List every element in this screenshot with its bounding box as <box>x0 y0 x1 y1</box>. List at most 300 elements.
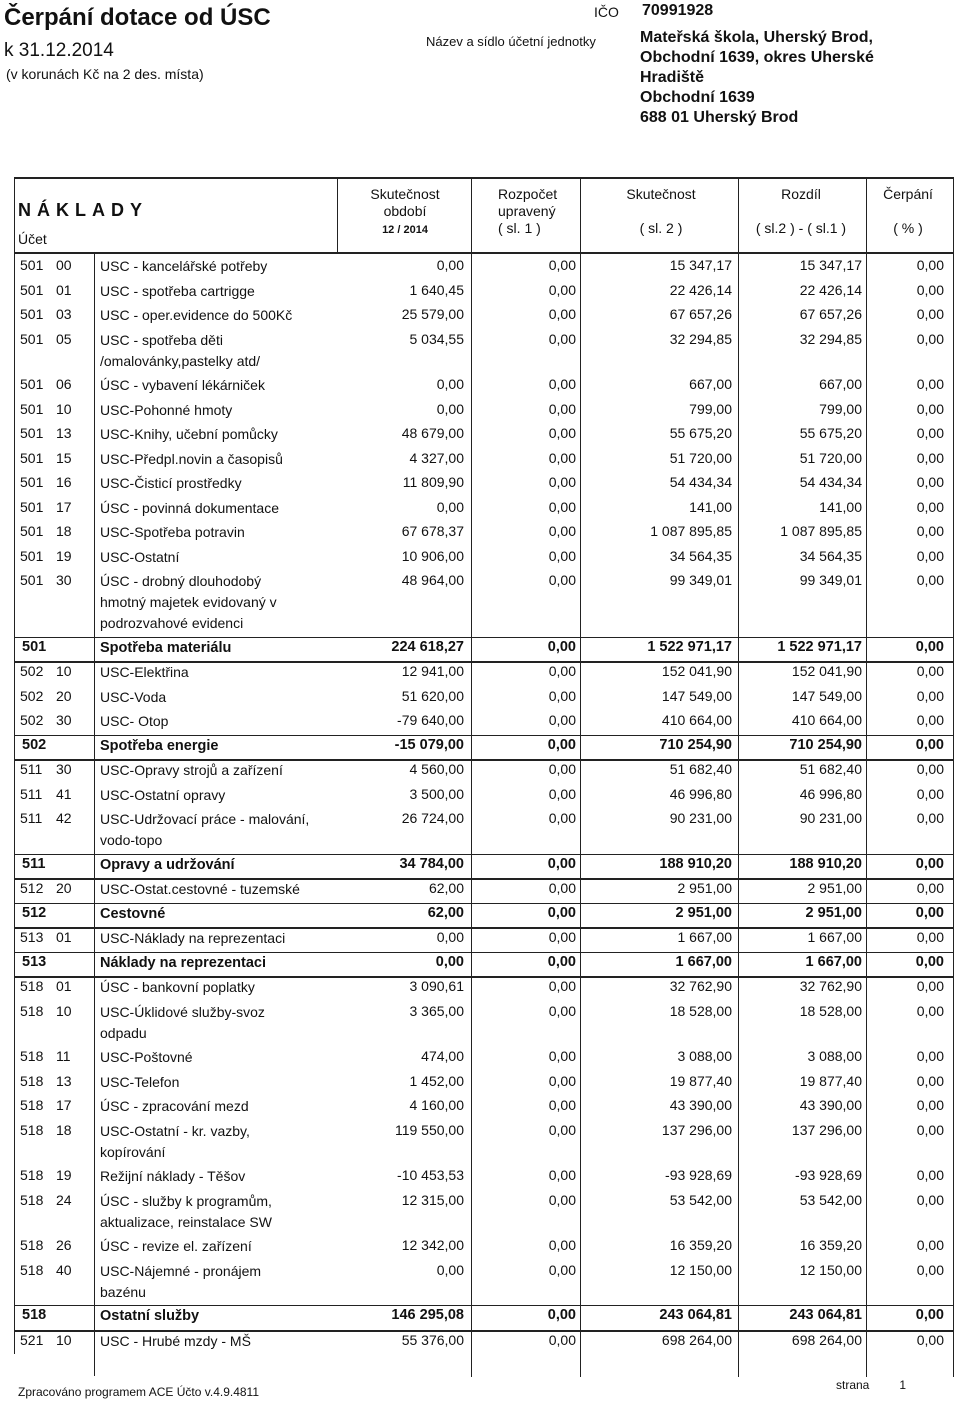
sub-account-number: 20 <box>56 880 72 896</box>
budget-value: 0,00 <box>548 687 576 704</box>
table-row <box>0 1097 960 1122</box>
organization-address <box>640 28 874 128</box>
sub-account-number: 11 <box>56 1048 71 1064</box>
sub-account-number: 19 <box>56 547 72 564</box>
actual-value: -93 928,69 <box>665 1167 732 1183</box>
drawdown-percent: 0,00 <box>916 306 944 322</box>
sub-account-number: 01 <box>56 978 72 994</box>
org-line: 688 01 Uherský Brod <box>640 109 799 126</box>
actual-period-value: 62,00 <box>427 904 464 921</box>
drawdown-percent: 0,00 <box>916 929 944 945</box>
difference-value: 147 549,00 <box>791 687 862 704</box>
description-line: ÚSC - drobný dlouhodobý <box>100 573 262 589</box>
actual-value: 698 264,00 <box>661 1331 732 1348</box>
sub-account-number: 13 <box>56 425 72 441</box>
difference-value: 34 564,35 <box>799 547 862 564</box>
table-row <box>0 401 960 426</box>
difference-value: 16 359,20 <box>799 1237 862 1253</box>
report-date: k 31.12.2014 <box>4 40 114 61</box>
actual-value: 90 231,00 <box>669 810 732 826</box>
budget-value: 0,00 <box>547 953 576 970</box>
account-number: 501 <box>20 281 44 298</box>
table-row <box>0 761 960 786</box>
account-number: 501 <box>20 306 44 322</box>
account-number: 511 <box>20 761 43 777</box>
difference-value: 152 041,90 <box>791 663 862 679</box>
budget-value: 0,00 <box>548 929 576 945</box>
table-row <box>0 572 960 639</box>
drawdown-percent: 0,00 <box>916 474 944 490</box>
sub-account-number: 30 <box>56 761 72 777</box>
sub-account-number: 17 <box>56 498 72 515</box>
budget-value: 0,00 <box>548 1121 576 1138</box>
actual-value: 51 682,40 <box>669 761 732 777</box>
actual-period-value: 5 034,55 <box>409 330 464 347</box>
sub-account-number: 42 <box>56 810 72 826</box>
budget-value: 0,00 <box>548 761 576 777</box>
sub-account-number: 24 <box>56 1191 72 1208</box>
difference-value: 667,00 <box>819 376 862 392</box>
actual-period-value: -10 453,53 <box>397 1167 464 1183</box>
account-number: 518 <box>20 1072 44 1089</box>
description-line: USC-Úklidové služby-svoz <box>100 1003 265 1020</box>
actual-period-value: 12 342,00 <box>401 1237 464 1253</box>
table-total-row <box>0 905 960 930</box>
actual-period-value: 25 579,00 <box>401 306 464 322</box>
actual-period-value: 146 295,08 <box>391 1307 464 1323</box>
section-title: NÁKLADY <box>18 200 148 220</box>
actual-period-value: 119 550,00 <box>394 1121 464 1138</box>
description-line: ÚSC - povinná dokumentace <box>100 499 279 516</box>
drawdown-percent: 0,00 <box>916 712 944 728</box>
account-number: 512 <box>20 880 44 896</box>
sub-account-number: 16 <box>56 474 72 490</box>
account-number: 502 <box>20 712 44 728</box>
table-row <box>0 282 960 307</box>
difference-value: 99 349,01 <box>799 572 862 588</box>
drawdown-percent: 0,00 <box>916 663 944 679</box>
description-line: Náklady na reprezentaci <box>100 954 267 971</box>
drawdown-percent: 0,00 <box>916 687 944 704</box>
description-line: USC-Ostatní opravy <box>100 786 226 803</box>
difference-value: 141,00 <box>819 498 862 515</box>
description-line: USC - kancelářské potřeby <box>100 258 268 274</box>
actual-value: 54 434,34 <box>669 474 732 490</box>
drawdown-percent: 0,00 <box>915 953 944 970</box>
actual-period-value: 0,00 <box>436 376 464 392</box>
sub-account-number: 41 <box>56 785 72 802</box>
actual-period-value: 4 160,00 <box>409 1097 464 1113</box>
description-line: USC - spotřeba děti <box>100 331 223 348</box>
sub-account-number: 13 <box>56 1072 72 1089</box>
actual-period-value: 10 906,00 <box>401 547 464 564</box>
drawdown-percent: 0,00 <box>916 785 944 802</box>
description-line: USC - oper.evidence do 500Kč <box>100 307 293 323</box>
units-note: (v korunách Kč na 2 des. místa) <box>6 66 204 82</box>
budget-value: 0,00 <box>548 547 576 564</box>
budget-value: 0,00 <box>547 855 576 872</box>
page-label: strana <box>836 1378 870 1392</box>
budget-value: 0,00 <box>548 880 576 896</box>
sub-account-number: 10 <box>56 400 72 417</box>
difference-value: 55 675,20 <box>799 425 862 441</box>
actual-period-value: 48 679,00 <box>401 425 464 441</box>
budget-value: 0,00 <box>548 474 576 490</box>
difference-value: 43 390,00 <box>799 1097 862 1113</box>
org-line: Obchodní 1639 <box>640 89 755 106</box>
actual-period-value: 1 640,45 <box>409 281 464 298</box>
difference-value: 51 720,00 <box>799 449 862 466</box>
actual-value: 16 359,20 <box>669 1237 732 1253</box>
actual-period-value: 26 724,00 <box>401 810 464 826</box>
table-row <box>0 257 960 282</box>
account-number: 518 <box>20 1191 44 1208</box>
drawdown-percent: 0,00 <box>916 1167 944 1183</box>
difference-value: 18 528,00 <box>799 1002 862 1019</box>
drawdown-percent: 0,00 <box>916 1237 944 1253</box>
drawdown-percent: 0,00 <box>916 880 944 896</box>
actual-value: 152 041,90 <box>661 663 732 679</box>
footer-program-note: Zpracováno programem ACE Účto v.4.9.4811 <box>18 1385 260 1399</box>
actual-value: 46 996,80 <box>669 785 732 802</box>
table-total-row <box>0 954 960 979</box>
account-number: 502 <box>20 687 44 704</box>
sub-account-number: 05 <box>56 330 72 347</box>
account-number: 501 <box>20 572 44 588</box>
difference-value: 90 231,00 <box>799 810 862 826</box>
actual-value: 1 522 971,17 <box>647 638 732 655</box>
description-line: ÚSC - zpracování mezd <box>100 1098 249 1114</box>
account-number: 511 <box>22 855 46 872</box>
actual-period-value: 474,00 <box>421 1048 464 1064</box>
actual-period-value: 51 620,00 <box>401 687 464 704</box>
difference-value: 188 910,20 <box>789 855 862 872</box>
table-row <box>0 523 960 548</box>
budget-value: 0,00 <box>548 523 576 539</box>
actual-period-value: 1 452,00 <box>409 1072 464 1089</box>
description-line: USC-Nájemné - pronájem <box>100 1262 262 1279</box>
budget-value: 0,00 <box>548 425 576 441</box>
table-row <box>0 1192 960 1238</box>
budget-value: 0,00 <box>548 1072 576 1089</box>
ico-label: IČO <box>594 4 619 20</box>
account-number: 501 <box>20 425 44 441</box>
description-line: Spotřeba materiálu <box>100 639 232 656</box>
budget-value: 0,00 <box>548 572 576 588</box>
drawdown-percent: 0,00 <box>915 1307 944 1323</box>
difference-value: 19 877,40 <box>799 1072 862 1089</box>
budget-value: 0,00 <box>548 978 576 994</box>
account-number: 518 <box>20 1237 44 1253</box>
table-row <box>0 450 960 475</box>
account-number: 513 <box>22 953 47 970</box>
actual-period-value: 3 365,00 <box>409 1002 464 1019</box>
actual-period-value: 4 327,00 <box>409 449 464 466</box>
actual-value: 99 349,01 <box>669 572 732 588</box>
account-number: 521 <box>20 1331 44 1348</box>
drawdown-percent: 0,00 <box>916 978 944 994</box>
actual-value: 710 254,90 <box>659 736 732 753</box>
actual-period-value: 3 090,61 <box>409 978 464 994</box>
table-row <box>0 306 960 331</box>
actual-period-value: 12 315,00 <box>401 1191 464 1208</box>
actual-value: 1 087 895,85 <box>650 523 732 539</box>
sub-account-number: 06 <box>56 376 72 392</box>
actual-value: 1 667,00 <box>675 953 732 970</box>
description-line: USC-Udržovací práce - malování, <box>100 811 310 827</box>
difference-value: 46 996,80 <box>799 785 862 802</box>
budget-value: 0,00 <box>548 1002 576 1019</box>
table-row <box>0 1262 960 1308</box>
difference-value: 137 296,00 <box>791 1121 862 1138</box>
table-total-row <box>0 1307 960 1332</box>
budget-value: 0,00 <box>548 1237 576 1253</box>
ico-value: 70991928 <box>642 2 714 19</box>
description-line: USC-Telefon <box>100 1073 180 1090</box>
difference-value: 67 657,26 <box>799 306 862 322</box>
description-line: hmotný majetek evidovaný v <box>100 594 277 610</box>
budget-value: 0,00 <box>547 904 576 921</box>
table-row <box>0 548 960 573</box>
actual-value: 43 390,00 <box>669 1097 732 1113</box>
budget-value: 0,00 <box>548 1261 576 1278</box>
actual-period-value: 4 560,00 <box>409 761 464 777</box>
account-number: 512 <box>22 904 47 921</box>
budget-value: 0,00 <box>548 498 576 515</box>
table-row <box>0 425 960 450</box>
table-row <box>0 499 960 524</box>
table-row <box>0 1332 960 1357</box>
description-line: USC - Hrubé mzdy - MŠ <box>100 1332 251 1349</box>
budget-value: 0,00 <box>548 376 576 392</box>
actual-period-value: 0,00 <box>436 257 464 273</box>
description-line: kopírování <box>100 1143 166 1160</box>
actual-value: 67 657,26 <box>669 306 732 322</box>
difference-value: 698 264,00 <box>791 1331 862 1348</box>
sub-account-number: 40 <box>56 1261 72 1278</box>
table-row <box>0 331 960 377</box>
table-row <box>0 1048 960 1073</box>
drawdown-percent: 0,00 <box>916 400 944 417</box>
actual-value: 137 296,00 <box>661 1121 732 1138</box>
description-line: Opravy a udržování <box>100 856 235 873</box>
difference-value: -93 928,69 <box>795 1167 862 1183</box>
actual-period-value: 11 809,90 <box>402 474 464 490</box>
account-number: 501 <box>20 474 44 490</box>
difference-value: 1 522 971,17 <box>777 638 862 655</box>
description-line: USC-Opravy strojů a zařízení <box>100 762 283 778</box>
sub-account-number: 10 <box>56 663 72 679</box>
budget-value: 0,00 <box>548 1097 576 1113</box>
drawdown-percent: 0,00 <box>916 376 944 392</box>
description-line: Cestovné <box>100 905 166 922</box>
table-row <box>0 1237 960 1262</box>
difference-value: 1 087 895,85 <box>780 523 862 539</box>
account-number: 501 <box>20 376 44 392</box>
difference-value: 22 426,14 <box>799 281 862 298</box>
org-line: Obchodní 1639, okres Uherské <box>640 49 874 66</box>
budget-value: 0,00 <box>548 1191 576 1208</box>
actual-value: 243 064,81 <box>659 1307 732 1323</box>
actual-value: 667,00 <box>689 376 732 392</box>
account-number: 518 <box>20 1048 44 1064</box>
account-number: 502 <box>20 663 44 679</box>
drawdown-percent: 0,00 <box>916 281 944 298</box>
org-line: Mateřská škola, Uherský Brod, <box>640 29 873 46</box>
table-row <box>0 1122 960 1168</box>
drawdown-percent: 0,00 <box>916 330 944 347</box>
account-number: 518 <box>20 1167 44 1183</box>
column-header-budget: Rozpočet upravený ( sl. 1 ) <box>498 186 558 236</box>
header-divider <box>337 177 338 254</box>
account-number: 501 <box>20 547 44 564</box>
account-number: 502 <box>22 736 47 753</box>
description-line: USC-Pohonné hmoty <box>100 401 233 418</box>
actual-value: 141,00 <box>689 498 732 515</box>
account-number: 518 <box>20 1097 44 1113</box>
actual-value: 22 426,14 <box>669 281 732 298</box>
drawdown-percent: 0,00 <box>916 761 944 777</box>
difference-value: 51 682,40 <box>799 761 862 777</box>
description-line: /omalovánky,pastelky atd/ <box>100 352 261 369</box>
account-number: 501 <box>20 400 44 417</box>
account-number: 501 <box>22 638 47 655</box>
budget-value: 0,00 <box>548 1167 576 1183</box>
sub-account-number: 01 <box>56 929 72 945</box>
account-column-label: Účet <box>18 231 47 247</box>
actual-period-value: 224 618,27 <box>391 638 464 655</box>
drawdown-percent: 0,00 <box>916 523 944 539</box>
account-number: 518 <box>22 1307 47 1323</box>
description-line: USC-Čisticí prostředky <box>100 475 242 491</box>
document-title: Čerpání dotace od ÚSC <box>4 4 271 31</box>
budget-value: 0,00 <box>547 638 576 655</box>
budget-value: 0,00 <box>547 736 576 753</box>
table-row <box>0 663 960 688</box>
sub-account-number: 01 <box>56 281 72 298</box>
table-row <box>0 376 960 401</box>
table-row <box>0 712 960 737</box>
sub-account-number: 30 <box>56 712 72 728</box>
drawdown-percent: 0,00 <box>916 1191 944 1208</box>
actual-period-value: 48 964,00 <box>401 572 464 588</box>
difference-value: 710 254,90 <box>789 736 862 753</box>
drawdown-percent: 0,00 <box>916 449 944 466</box>
column-header-actual: Skutečnost ( sl. 2 ) <box>626 186 696 236</box>
difference-value: 53 542,00 <box>799 1191 862 1208</box>
actual-value: 3 088,00 <box>677 1048 732 1064</box>
actual-period-value: 0,00 <box>436 929 464 945</box>
difference-value: 1 667,00 <box>807 929 862 945</box>
actual-period-value: -79 640,00 <box>397 712 464 728</box>
actual-value: 32 294,85 <box>669 330 732 347</box>
sub-account-number: 30 <box>56 572 72 588</box>
difference-value: 54 434,34 <box>799 474 862 490</box>
org-line: Hradiště <box>640 69 705 86</box>
organization-label: Název a sídlo účetní jednotky <box>426 34 596 49</box>
column-header-actual-period: Skutečnost období 12 / 2014 <box>370 186 440 236</box>
actual-value: 1 667,00 <box>677 929 732 945</box>
sub-account-number: 00 <box>56 257 72 273</box>
drawdown-percent: 0,00 <box>916 425 944 441</box>
account-number: 501 <box>20 498 44 515</box>
description-line: bazénu <box>100 1283 146 1300</box>
actual-value: 2 951,00 <box>677 880 732 896</box>
actual-period-value: 62,00 <box>428 880 464 896</box>
sub-account-number: 19 <box>56 1167 72 1183</box>
actual-period-value: -15 079,00 <box>394 736 464 753</box>
description-line: odpadu <box>100 1024 147 1041</box>
account-number: 518 <box>20 1002 44 1019</box>
budget-value: 0,00 <box>548 257 576 273</box>
difference-value: 799,00 <box>819 400 862 417</box>
actual-value: 18 528,00 <box>669 1002 732 1019</box>
description-line: Spotřeba energie <box>100 737 219 754</box>
budget-value: 0,00 <box>548 330 576 347</box>
actual-value: 55 675,20 <box>669 425 732 441</box>
budget-value: 0,00 <box>548 1048 576 1064</box>
description-line: USC-Spotřeba potravin <box>100 524 245 540</box>
description-line: podrozvahové evidenci <box>100 615 244 631</box>
description-line: ÚSC - služby k programům, <box>100 1192 272 1209</box>
table-row <box>0 1073 960 1098</box>
budget-value: 0,00 <box>548 400 576 417</box>
description-line: aktualizace, reinstalace SW <box>100 1213 272 1230</box>
drawdown-percent: 0,00 <box>915 904 944 921</box>
table-row <box>0 474 960 499</box>
table-row <box>0 810 960 856</box>
budget-value: 0,00 <box>547 1307 576 1323</box>
table-row <box>0 688 960 713</box>
difference-value: 32 762,90 <box>799 978 862 994</box>
actual-value: 410 664,00 <box>661 712 732 728</box>
difference-value: 2 951,00 <box>805 904 862 921</box>
drawdown-percent: 0,00 <box>915 638 944 655</box>
actual-value: 34 564,35 <box>669 547 732 564</box>
page-number: 1 <box>899 1378 907 1392</box>
budget-value: 0,00 <box>548 449 576 466</box>
account-number: 501 <box>20 449 44 466</box>
actual-value: 2 951,00 <box>675 904 732 921</box>
actual-value: 12 150,00 <box>669 1261 732 1278</box>
difference-value: 15 347,17 <box>799 257 862 273</box>
difference-value: 2 951,00 <box>807 880 862 896</box>
description-line: ÚSC - vybavení lékárniček <box>100 377 265 393</box>
table-row <box>0 880 960 905</box>
table-row <box>0 978 960 1003</box>
actual-period-value: 12 941,00 <box>401 663 464 679</box>
actual-period-value: 0,00 <box>436 498 464 515</box>
drawdown-percent: 0,00 <box>915 855 944 872</box>
actual-period-value: 3 500,00 <box>409 785 464 802</box>
actual-value: 15 347,17 <box>669 257 732 273</box>
description-line: Režijní náklady - Těšov <box>100 1168 246 1184</box>
budget-value: 0,00 <box>548 785 576 802</box>
actual-value: 32 762,90 <box>669 978 732 994</box>
description-line: USC-Náklady na reprezentaci <box>100 930 286 946</box>
header-bottom-rule <box>14 252 954 254</box>
sub-account-number: 10 <box>56 1331 72 1348</box>
description-line: USC- Otop <box>100 713 169 729</box>
account-number: 501 <box>20 330 44 347</box>
difference-value: 32 294,85 <box>799 330 862 347</box>
difference-value: 410 664,00 <box>791 712 862 728</box>
sub-account-number: 17 <box>56 1097 72 1113</box>
account-number: 511 <box>20 810 43 826</box>
account-number: 518 <box>20 978 44 994</box>
account-number: 513 <box>20 929 44 945</box>
drawdown-percent: 0,00 <box>916 572 944 588</box>
